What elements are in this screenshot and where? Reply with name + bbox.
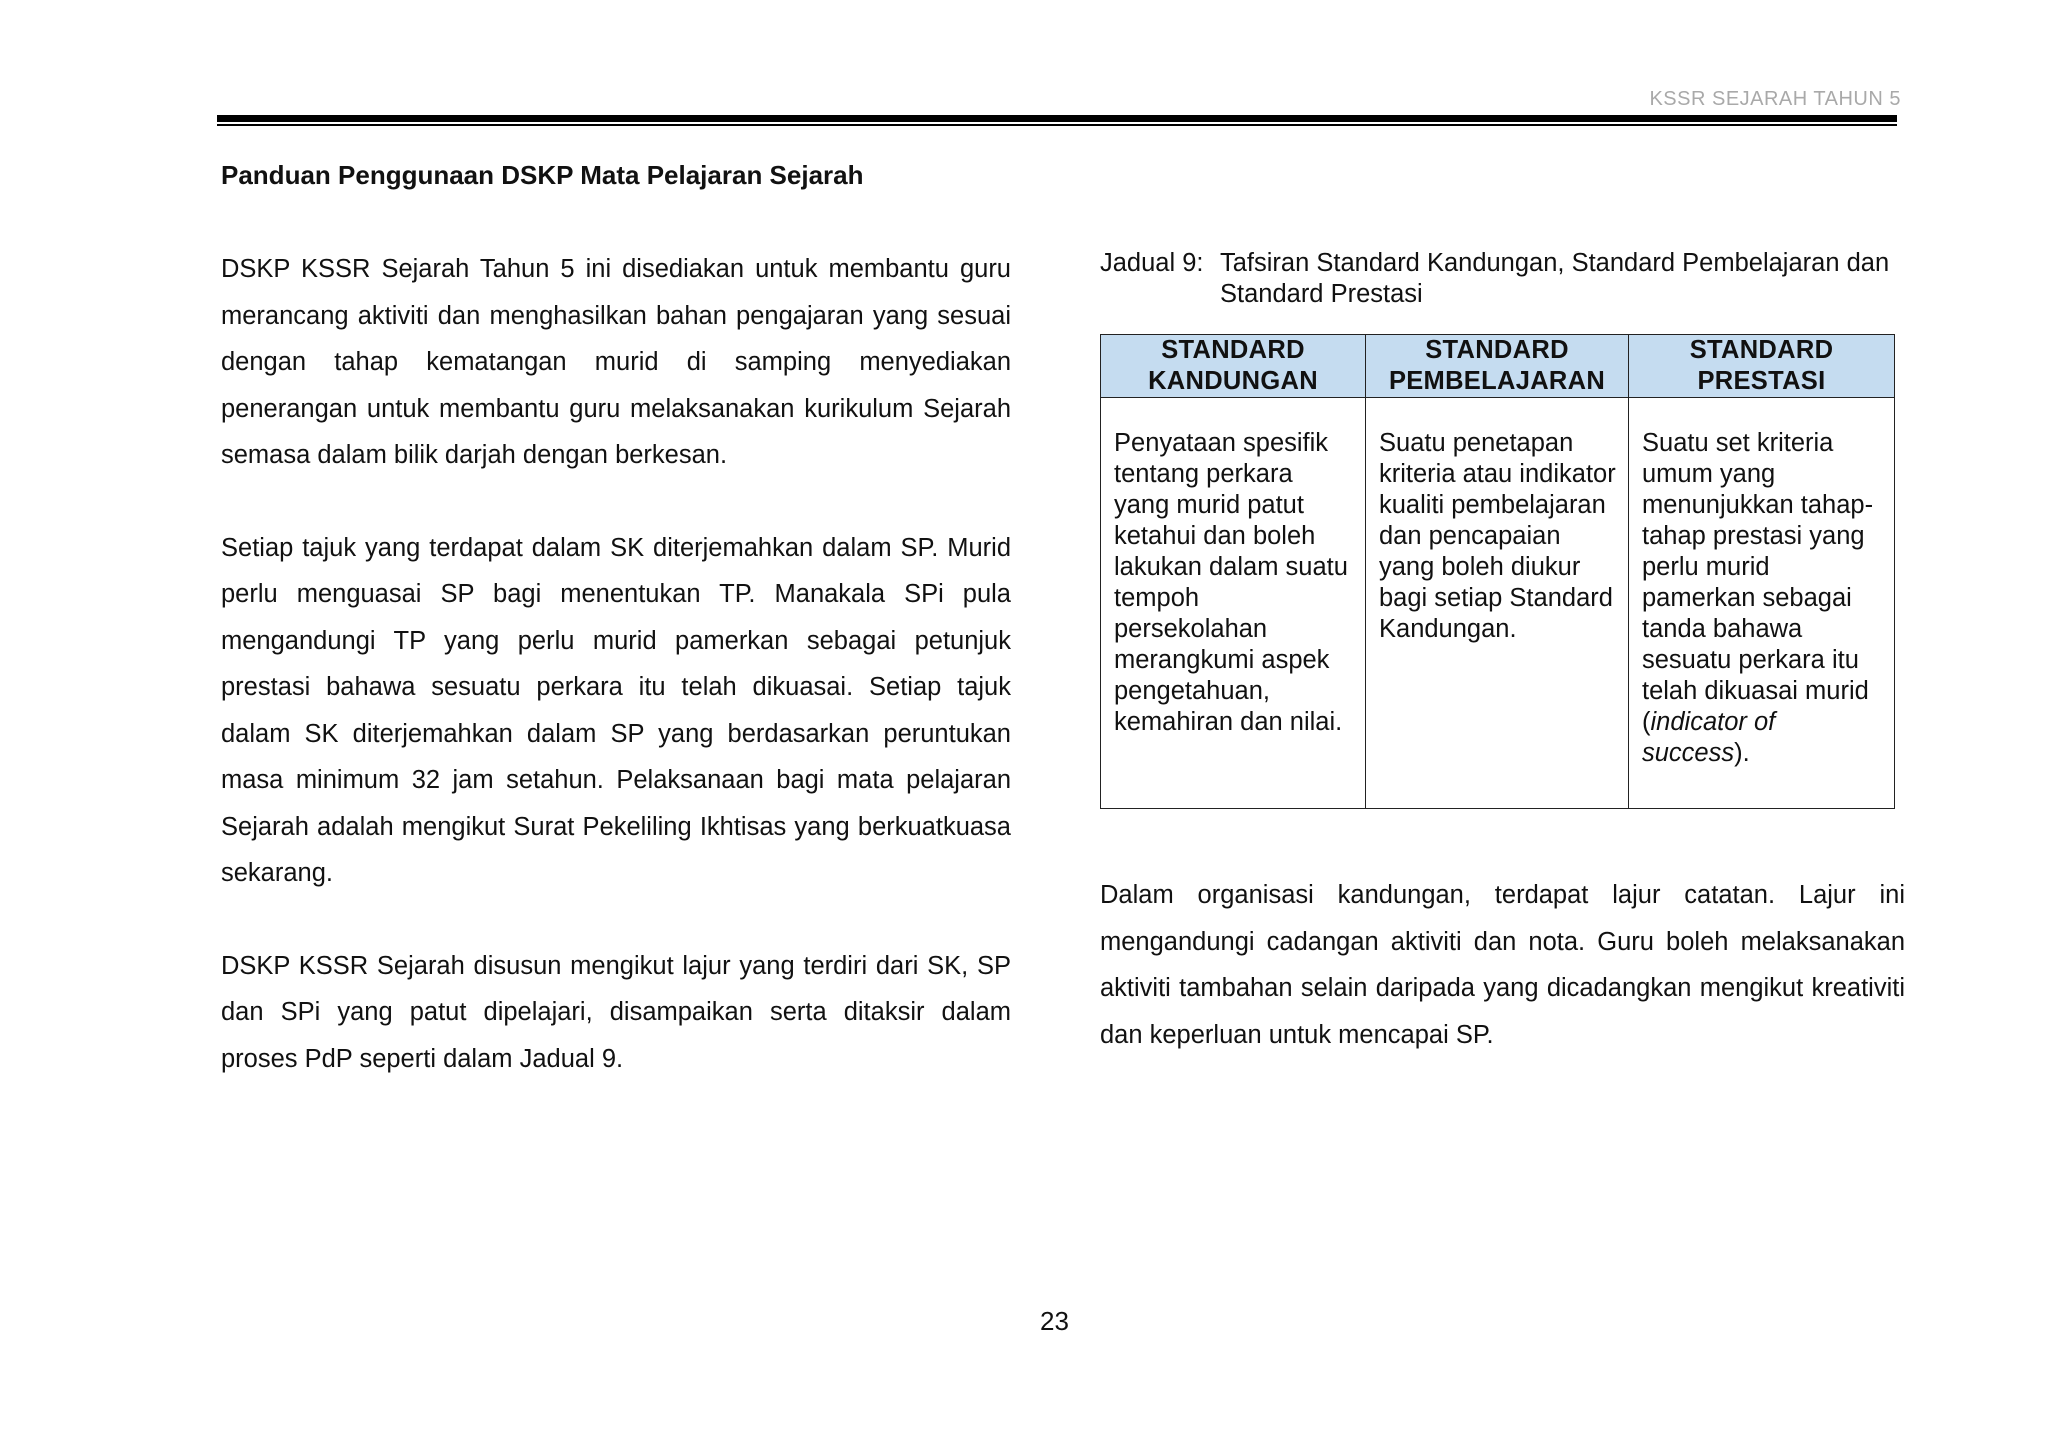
header-line: STANDARD bbox=[1425, 336, 1569, 364]
page-number: 23 bbox=[1040, 1306, 1069, 1336]
table-caption bbox=[1100, 248, 1905, 310]
right-column bbox=[1100, 248, 1905, 1049]
cell-kandungan: Penyataan spesifik tentang perkara yang murid patut ketahui dan boleh lakukan dalam suatu tempoh persekolahan merangkumi aspek pengetahuan, kemahiran dan nilai. bbox=[1101, 398, 1366, 809]
table-caption-label: Jadual 9: bbox=[1100, 249, 1204, 277]
left-column bbox=[221, 246, 1011, 1128]
table-row bbox=[1101, 398, 1895, 809]
cell-prestasi-italic: indicator of success bbox=[1642, 708, 1776, 767]
header-standard-prestasi bbox=[1629, 335, 1895, 398]
header-line: STANDARD bbox=[1161, 336, 1305, 364]
paragraph-catatan: Dalam organisasi kandungan, terdapat lajur catatan. Lajur ini mengandungi cadangan aktiviti dan nota. Guru boleh melaksanakan aktiviti tambahan selain daripada yang dicadangkan mengikut kreativiti dan keperluan untuk mencapai SP. bbox=[1100, 881, 1905, 1049]
table-header-row bbox=[1101, 335, 1895, 398]
paragraph-intro: DSKP KSSR Sejarah Tahun 5 ini disediakan untuk membantu guru merancang aktiviti dan menghasilkan bahan pengajaran yang sesuai dengan tahap kematangan murid di samping menyediakan penerangan untuk membantu guru melaksanakan kurikulum Sejarah semasa dalam bilik darjah dengan berkesan. bbox=[221, 255, 1011, 469]
paragraph-structure: DSKP KSSR Sejarah disusun mengikut lajur yang terdiri dari SK, SP dan SPi yang patut dipelajari, disampaikan serta ditaksir dalam proses PdP seperti dalam Jadual 9. bbox=[221, 951, 1011, 1073]
table-caption-text: Tafsiran Standard Kandungan, Standard Pembelajaran dan Standard Prestasi bbox=[1220, 249, 1890, 308]
cell-prestasi-text: Suatu set kriteria umum yang menunjukkan tahap-tahap prestasi yang perlu murid pamerkan sebagai tanda bahawa sesuatu perkara itu telah dikuasai murid bbox=[1642, 429, 1874, 705]
header-standard-pembelajaran bbox=[1366, 335, 1629, 398]
header-line: PRESTASI bbox=[1697, 367, 1826, 395]
standards-table bbox=[1100, 334, 1895, 809]
header-rule-thick bbox=[217, 115, 1897, 122]
header-line: KANDUNGAN bbox=[1148, 367, 1318, 395]
header-standard-kandungan bbox=[1101, 335, 1366, 398]
header-line: PEMBELAJARAN bbox=[1388, 367, 1606, 395]
page-title: Panduan Penggunaan DSKP Mata Pelajaran Sejarah bbox=[221, 160, 864, 190]
paragraph-sk-sp: Setiap tajuk yang terdapat dalam SK diterjemahkan dalam SP. Murid perlu menguasai SP bagi menentukan TP. Manakala SPi pula mengandungi TP yang perlu murid pamerkan sebagai petunjuk prestasi bahawa sesuatu perkara itu telah dikuasai. Setiap tajuk dalam SK diterjemahkan dalam SP yang berdasarkan peruntukan masa minimum 32 jam setahun. Pelaksanaan bagi mata pelajaran Sejarah adalah mengikut Surat Pekeliling Ikhtisas yang berkuatkuasa sekarang. bbox=[221, 533, 1011, 887]
cell-pembelajaran: Suatu penetapan kriteria atau indikator kualiti pembelajaran dan pencapaian yang boleh diukur bagi setiap Standard Kandungan. bbox=[1366, 398, 1629, 809]
running-header: KSSR SEJARAH TAHUN 5 bbox=[1649, 88, 1901, 110]
cell-prestasi: Suatu set kriteria umum yang menunjukkan tahap-tahap prestasi yang perlu murid pamerkan sebagai tanda bahawa sesuatu perkara itu telah dikuasai murid (indicator of success). bbox=[1629, 398, 1895, 809]
header-line: STANDARD bbox=[1689, 336, 1834, 364]
header-rule-thin bbox=[217, 124, 1897, 126]
